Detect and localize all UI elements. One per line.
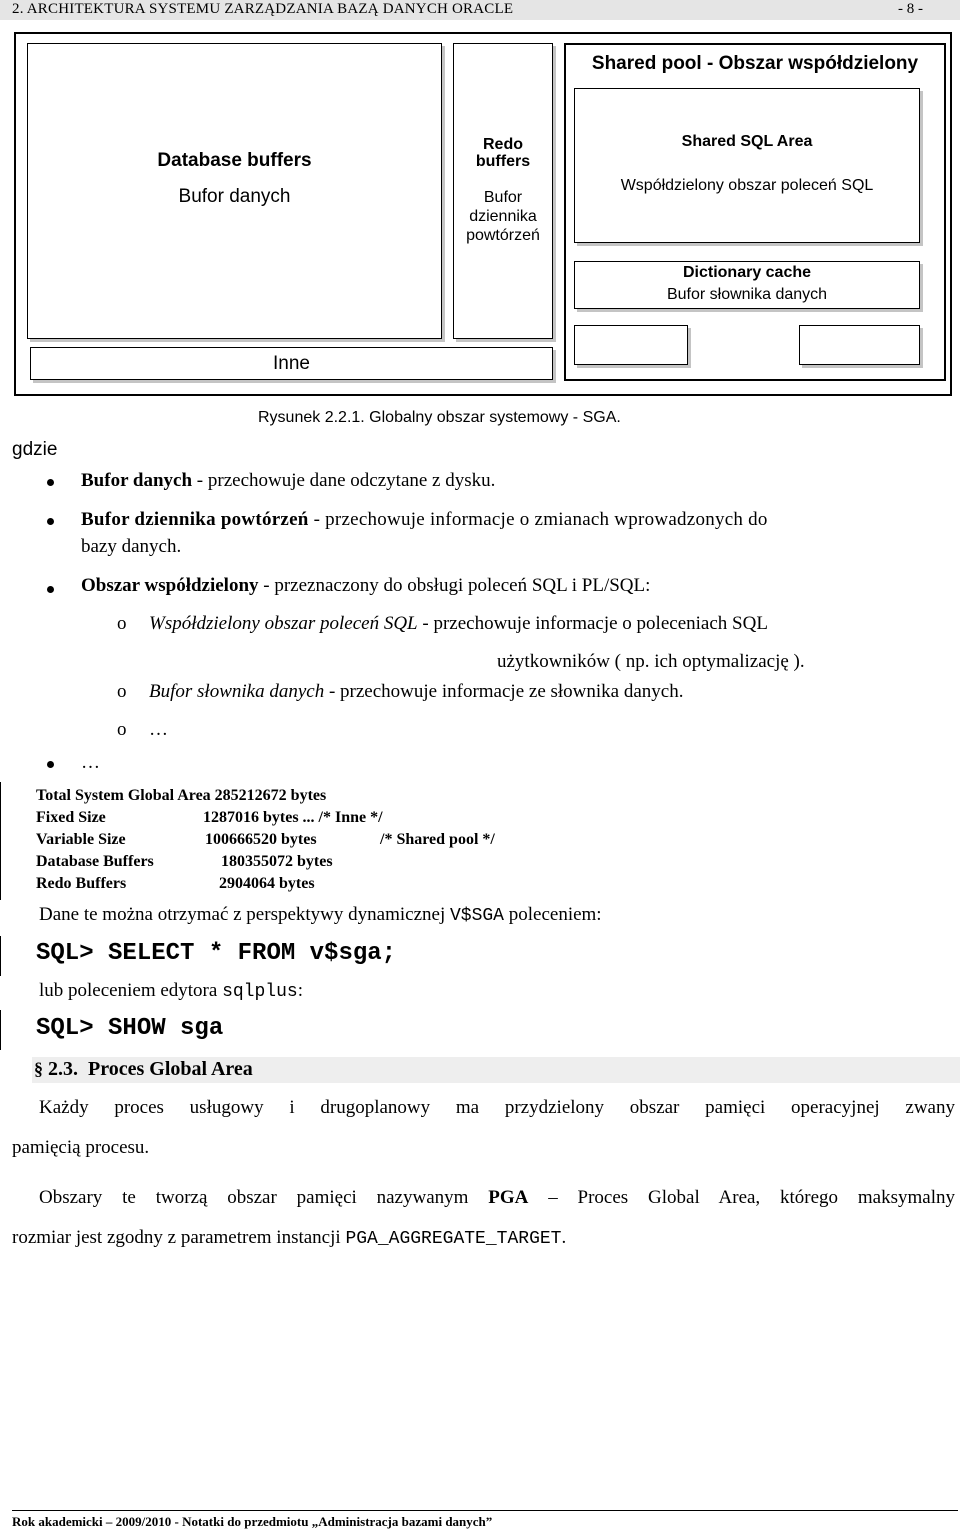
sga-line-fixed-label: Fixed Size (36, 809, 106, 826)
para2-line2 (12, 1227, 566, 1249)
sub-dictionary (149, 681, 683, 703)
section-title: 2.3. Proces Global Area (48, 1058, 253, 1080)
shared-sql-area-sub: Współdzielony obszar poleceń SQL (620, 177, 874, 194)
sql-select-sga: SQL> SELECT * FROM v$sga; (36, 940, 397, 967)
footer-text: Rok akademicki – 2009/2010 - Notatki do przedmiotu „Administracja bazami danych” (12, 1514, 493, 1529)
database-buffers-sub: Bufor danych (178, 186, 291, 207)
sga-line-dbbuf-value: 180355072 bytes (221, 853, 333, 870)
sga-line-redo-value: 2904064 bytes (219, 875, 315, 892)
sql-show-sga: SQL> SHOW sga (36, 1015, 224, 1042)
sga-line-total: Total System Global Area 285212672 bytes (36, 787, 327, 804)
dane-te-line (39, 904, 602, 926)
lub-text: lub poleceniem edytora (39, 980, 223, 1001)
empty-box-right (799, 325, 920, 365)
bullet-obszar-wspoldzielony (81, 575, 650, 597)
sub-marker: o (117, 719, 127, 740)
sga-line-redo-label: Redo Buffers (36, 875, 127, 892)
sub-shared-sql-term: Współdzielony obszar poleceń SQL (149, 613, 418, 634)
bullet-dot (47, 761, 54, 768)
pga-aggregate-code: PGA_AGGREGATE_TARGET (345, 1229, 562, 1249)
bullet-dot (47, 518, 54, 525)
para2-text-b: – Proces Global Area, którego maksymalny (528, 1187, 955, 1208)
pga-term: PGA (488, 1187, 529, 1208)
change-bar (0, 1010, 1, 1050)
figure-caption: Rysunek 2.2.1. Globalny obszar systemowy - SGA. (258, 409, 621, 426)
bufor-danych-desc: - przechowuje dane odczytane z dysku. (192, 470, 496, 491)
bullet-dot (47, 586, 54, 593)
bullet-dot (47, 479, 54, 486)
para2-text-a: Obszary te tworzą obszar pamięci nazywanym (39, 1187, 489, 1208)
bullet-bufor-dziennika (81, 509, 768, 531)
sub-shared-sql-cont: użytkowników ( np. ich optymalizację ). (497, 651, 805, 672)
sga-line-variable-label: Variable Size (36, 831, 126, 848)
bufor-dziennika-cont: bazy danych. (81, 536, 182, 557)
shared-sql-area-title: Shared SQL Area (681, 133, 813, 150)
para1-line1: Każdy proces usługowy i drugoplanowy ma przydzielony obszar pamięci operacyjnej zwany (39, 1097, 955, 1118)
sub-shared-sql (149, 613, 768, 635)
page-number: - 8 - (898, 1, 923, 17)
obszar-desc: - przeznaczony do obsługi poleceń SQL i PL/SQL: (258, 575, 651, 596)
inne-label: Inne (273, 353, 310, 374)
sga-line-fixed-value: 1287016 bytes ... /* Inne */ (203, 809, 383, 826)
chapter-title: 2. ARCHITEKTURA SYSTEMU ZARZĄDZANIA BAZĄ DANYCH ORACLE (12, 1, 514, 17)
sub-ellipsis: … (149, 719, 168, 740)
database-buffers-label: Database buffers (157, 150, 312, 171)
change-bar (0, 936, 1, 976)
para1-line2: pamięcią procesu. (12, 1137, 150, 1158)
shared-pool-title: Shared pool - Obszar współdzielony (591, 53, 919, 74)
sub-dictionary-term: Bufor słownika danych (149, 681, 325, 702)
dane-te-text: Dane te można otrzymać z perspektywy dynamicznej (39, 904, 450, 925)
para2-line1 (39, 1187, 955, 1209)
bufor-dziennika-desc: - przechowuje informacje o zmianach wprowadzonych do (308, 509, 768, 530)
vsga-code: V$SGA (449, 906, 504, 926)
lub-post: : (297, 980, 303, 1001)
redo-label-line2: buffers (475, 153, 531, 170)
sub-marker: o (117, 681, 127, 702)
sub-marker: o (117, 613, 127, 634)
sub-shared-sql-desc: - przechowuje informacje o poleceniach SQL (417, 613, 768, 634)
dictionary-cache-title: Dictionary cache (682, 264, 812, 281)
change-bar (0, 782, 1, 900)
bullet-bufor-danych (81, 470, 495, 492)
bufor-dziennika-term: Bufor dziennika powtórzeń (81, 509, 309, 530)
redo-sub-line1: Bufor (483, 189, 523, 206)
dictionary-cache-sub: Bufor słownika danych (666, 286, 828, 303)
bufor-danych-term: Bufor danych (81, 470, 193, 491)
sqlplus-code: sqlplus (222, 982, 298, 1002)
lub-line (39, 980, 303, 1002)
para2-text-d: . (561, 1227, 567, 1248)
sga-line-dbbuf-label: Database Buffers (36, 853, 154, 870)
sub-dictionary-desc: - przechowuje informacje ze słownika danych. (324, 681, 684, 702)
section-sign-icon: § (34, 1059, 43, 1079)
redo-sub-line3: powtórzeń (466, 227, 540, 244)
footer-rule (12, 1510, 958, 1511)
sga-line-variable-value: 100666520 bytes (205, 831, 317, 848)
redo-label-line1: Redo (483, 136, 523, 153)
gdzie-label: gdzie (12, 439, 58, 460)
empty-box-left (574, 325, 688, 365)
dane-te-post: poleceniem: (503, 904, 602, 925)
para2-text-c: rozmiar jest zgodny z parametrem instancji (12, 1227, 346, 1248)
obszar-term: Obszar współdzielony (81, 575, 259, 596)
bullet-ellipsis: … (81, 752, 100, 773)
sga-line-variable-comment: /* Shared pool */ (380, 831, 495, 848)
shared-sql-area-box (574, 88, 920, 243)
redo-sub-line2: dziennika (469, 208, 537, 225)
